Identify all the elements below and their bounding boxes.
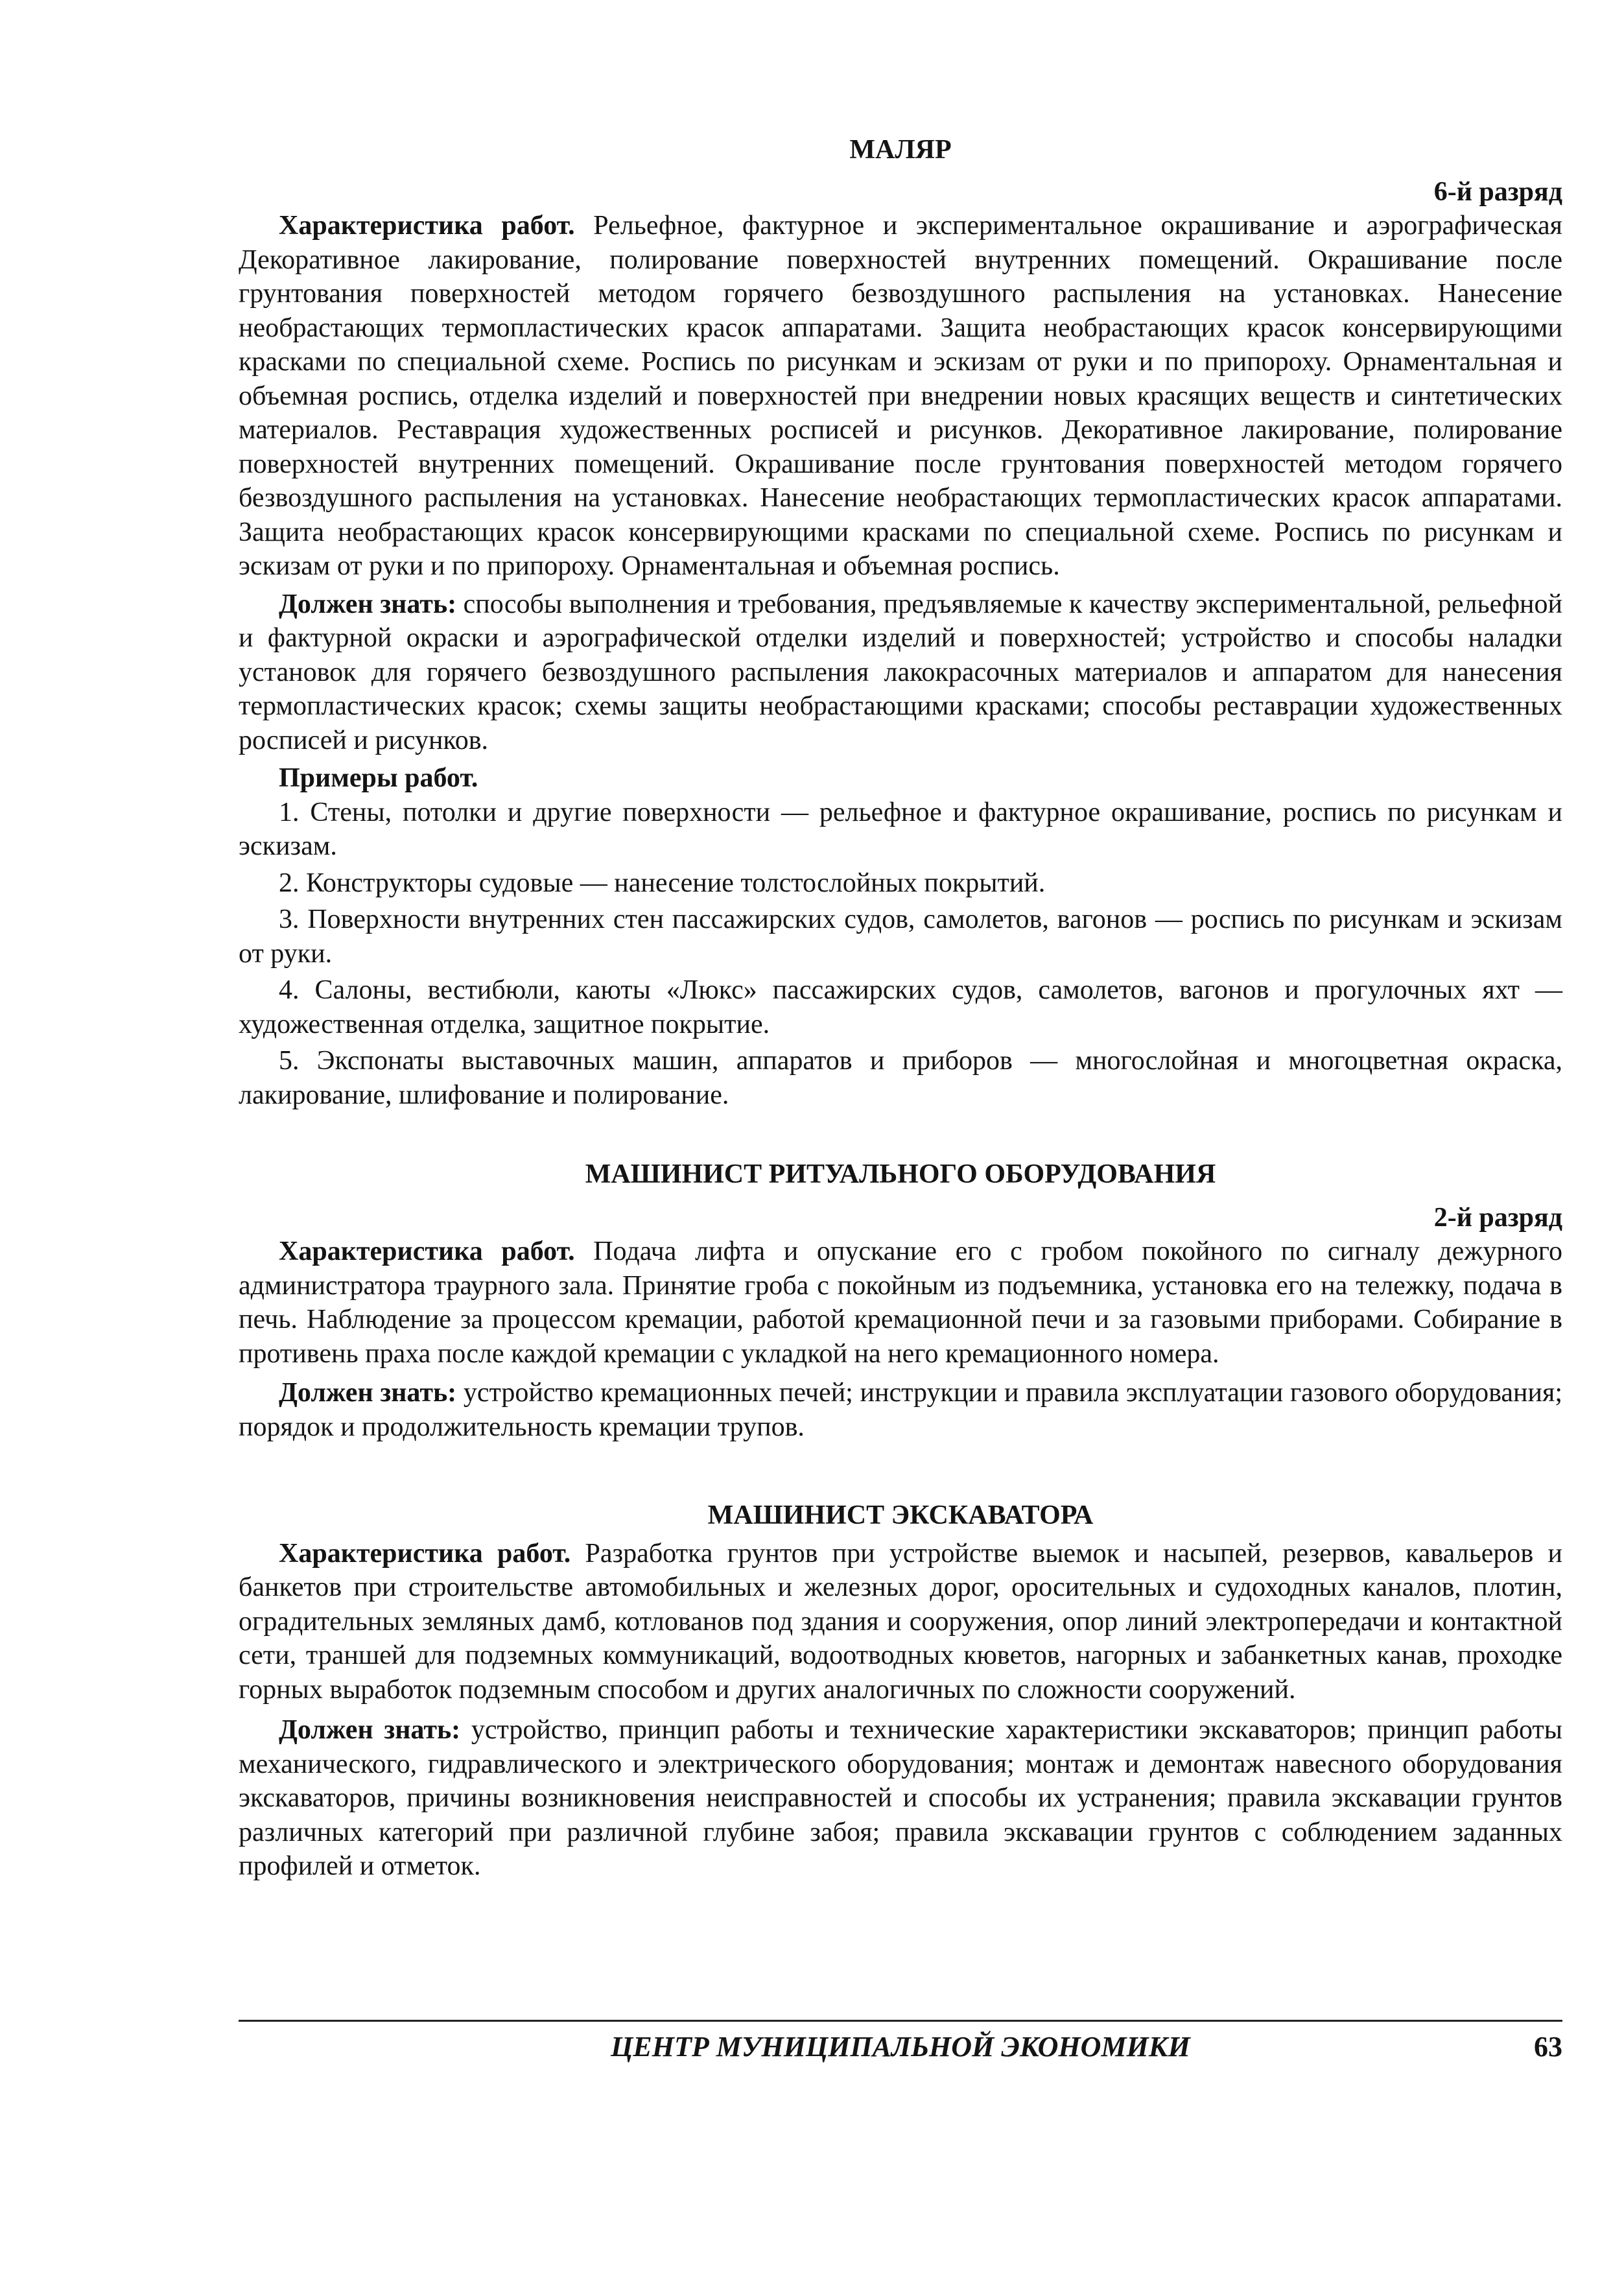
knowledge-text: устройство, принцип работы и технические характеристики экскаваторов; принцип работы механического, гидравлического и электрического оборудования; монтаж и демонтаж навесного оборудования экскаваторов, причины возникновения неисправностей и способы их устранения; правила экскавации грунтов различных категорий при различной глубине забоя; правила экскавации грунтов с соблюдением заданных профилей и отметок. [239, 1715, 1562, 1881]
characteristic-text: Разработка грунтов при устройстве выемок и насыпей, резервов, кавальеров и банкетов при строительстве автомобильных и железных дорог, оросительных и судоходных каналов, плотин, оградительных земляных дамб, котлованов под здания и сооружения, опор линий электропередачи и контактной сети, траншей для подземных коммуникаций, водоотводных кюветов, нагорных и забанкетных канав, проходке горных выработок подземным способом и других аналогичных по сложности сооружений. [239, 1538, 1562, 1705]
knowledge-text: способы выполнения и требования, предъявляемые к качеству экспериментальной, рельефной и фактурной окраски и аэрографической отделки изделий и поверхностей; устройство и способы наладки установок для горячего безвоздушного распыления лакокрасочных материалов и аппаратом для нанесения термопластических красок; схемы защиты необрастающими красками; способы реставрации художественных росписей и рисунков. [239, 589, 1562, 755]
page-footer [239, 2020, 1562, 2065]
section-excavator-operator [239, 1498, 1562, 1884]
knowledge-text: устройство кремационных печей; инструкции и правила эксплуатации газового оборудования; порядок и продолжительность кремации трупов. [239, 1378, 1562, 1442]
grade-label: 2-й разряд [1433, 1202, 1562, 1233]
footer-divider [239, 2020, 1562, 2022]
grade-label: 6-й разряд [1433, 176, 1562, 207]
section-title: МАЛЯР [849, 135, 952, 165]
example-item: 3. Поверхности внутренних стен пассажирских судов, самолетов, вагонов — роспись по рисункам и эскизам от руки. [239, 905, 1562, 969]
page-number: 63 [1534, 2031, 1562, 2063]
knowledge-label: Должен знать: [279, 1715, 461, 1745]
characteristic-text: Подача лифта и опускание его с гробом покойного по сигналу дежурного администратора траурного зала. Принятие гроба с покойным из подъемника, установка его на тележку, подача в печь. Наблюдение за процессом кремации, работой кремационной печи и за газовыми приборами. Собирание в противень праха после каждой кремации с укладкой на него кремационного номера. [239, 1237, 1562, 1369]
work-characteristic [239, 1537, 1562, 1707]
knowledge-label: Должен знать: [279, 1378, 457, 1408]
section-title: МАШИНИСТ РИТУАЛЬНОГО ОБОРУДОВАНИЯ [585, 1159, 1216, 1189]
required-knowledge [239, 587, 1562, 758]
section-painter [239, 133, 1562, 1112]
examples-heading: Примеры работ. [279, 763, 478, 793]
characteristic-label: Характеристика работ. [279, 1538, 571, 1569]
required-knowledge [239, 1376, 1562, 1444]
required-knowledge [239, 1713, 1562, 1884]
work-characteristic [239, 1235, 1562, 1371]
page-content [239, 133, 1562, 1884]
knowledge-label: Должен знать: [279, 589, 457, 619]
work-characteristic [239, 209, 1562, 584]
example-item: 2. Конструкторы судовые — нанесение толстослойных покрытий. [279, 868, 1046, 898]
characteristic-label: Характеристика работ. [279, 1237, 575, 1266]
footer-organization: ЦЕНТР МУНИЦИПАЛЬНОЙ ЭКОНОМИКИ [611, 2031, 1190, 2063]
example-item: 5. Экспонаты выставочных машин, аппаратов и приборов — многослойная и многоцветная окраска, лакирование, шлифование и полирование. [239, 1046, 1562, 1110]
section-ritual-equipment-operator [239, 1157, 1562, 1444]
example-item: 1. Стены, потолки и другие поверхности — рельефное и фактурное окрашивание, роспись по рисункам и эскизам. [239, 797, 1562, 861]
section-title: МАШИНИСТ ЭКСКАВАТОРА [707, 1500, 1094, 1530]
example-item: 4. Салоны, вестибюли, каюты «Люкс» пассажирских судов, самолетов, вагонов и прогулочных яхт — художественная отделка, защитное покрытие. [239, 975, 1562, 1039]
characteristic-text: Рельефное, фактурное и экспериментальное окрашивание и аэрографическая Декоративное лакирование, полирование поверхностей внутренних помещений. Окрашивание после грунтования поверхностей методом горячего безвоздушного распыления на установках. Нанесение необрастающих термопластических красок аппаратами. Защита необрастающих красок консервирующими красками по специальной схеме. Роспись по рисункам и эскизам от руки и по припороху. Орнаментальная и объемная роспись, отделка изделий и поверхностей при внедрении новых красящих веществ и синтетических материалов. Реставрация художественных росписей и рисунков. Декоративное лакирование, полирование поверхностей внутренних помещений. Окрашивание после грунтования поверхностей методом горячего безвоздушного распыления на установках. Нанесение необрастающих термопластических красок аппаратами. Защита необрастающих красок консервирующими красками по специальной схеме. Роспись по рисункам и эскизам от руки и по припороху. Орнаментальная и объемная роспись. [239, 211, 1562, 581]
characteristic-label: Характеристика работ. [279, 211, 575, 241]
footer-row [239, 2030, 1562, 2065]
